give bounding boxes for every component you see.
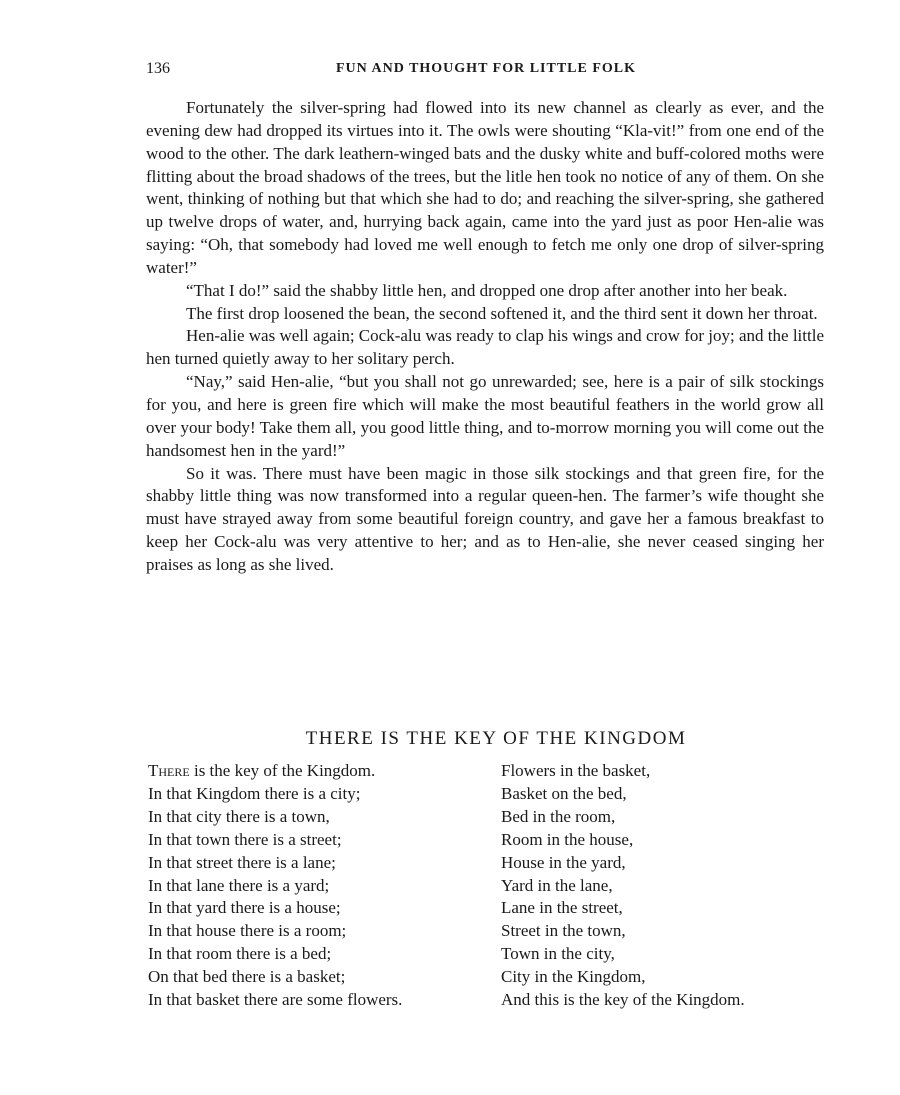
story-text — [146, 97, 824, 577]
poem-first-word: There — [148, 761, 190, 780]
poem-line: In that yard there is a house; — [148, 898, 341, 918]
paragraph: So it was. There must have been magic in those silk stockings and that green fire, for the shabby little thing was now transformed into a regular queen-hen. The farmer’s wife thought she must have strayed away from some beautiful foreign country, and gave her a famous breakfast to keep her Cock-alu was very attentive to her; and as to Hen-alie, she never ceased singing her praises as long as she lived. — [146, 463, 824, 574]
poem-line: In that Kingdom there is a city; — [148, 783, 361, 803]
poem-title: THERE IS THE KEY OF THE KINGDOM — [305, 728, 687, 749]
poem-line: Yard in the lane, — [501, 875, 613, 895]
page-number: 136 — [146, 60, 170, 77]
poem-line: In that room there is a bed; — [148, 944, 332, 964]
poem-line: Town in the city, — [501, 944, 615, 964]
poem-first-line-rest: is the key of the Kingdom. — [189, 761, 376, 780]
poem-line: Room in the house, — [501, 829, 634, 849]
poem-line: And this is the key of the Kingdom. — [501, 990, 745, 1010]
poem-line: City in the Kingdom, — [501, 967, 646, 987]
paragraph: The first drop loosened the bean, the second softened it, and the third sent it down her throat. — [186, 303, 818, 323]
running-title: FUN AND THOUGHT FOR LITTLE FOLK — [335, 61, 637, 76]
poem-line: In that city there is a town, — [148, 806, 330, 826]
paragraph: Hen-alie was well again; Cock-alu was ready to clap his wings and crow for joy; and the little hen turned quietly away to her solitary perch. — [146, 326, 824, 369]
poem-line: In that street there is a lane; — [148, 852, 336, 872]
poem-line: In that house there is a room; — [148, 921, 347, 941]
poem-line: House in the yard, — [501, 852, 626, 872]
poem-left-column — [148, 760, 402, 1012]
poem-line: Lane in the street, — [501, 898, 623, 918]
poem-line: In that lane there is a yard; — [148, 875, 330, 895]
poem-line: Street in the town, — [501, 921, 626, 941]
page-header — [146, 60, 826, 84]
poem-line: In that town there is a street; — [148, 829, 342, 849]
paragraph: Fortunately the silver-spring had flowed into its new channel as clearly as ever, and the evening dew had dropped its virtues into it. The owls were shouting “Kla-vit!” from one end of the wood to the other. The dark leathern-winged bats and the dusky white and buff-colored moths were flitting about the broad shadows of the trees, but the litle hen took no notice of any of them. On she went, thinking of nothing but that which she had to do; and reaching the silver-spring, she gathered up twelve drops of water, and, hurrying back again, came into the yard just as poor Hen-alie was saying: “Oh, that somebody had loved me well enough to fetch me only one drop of silver-spring water!” — [146, 98, 824, 277]
poem-line: Basket on the bed, — [501, 783, 627, 803]
poem-line: In that basket there are some flowers. — [148, 990, 403, 1010]
poem-line: Bed in the room, — [501, 806, 616, 826]
paragraph: “Nay,” said Hen-alie, “but you shall not go unrewarded; see, here is a pair of silk stockings for you, and here is green fire which will make the most beautiful feathers in the world grow all over your body! Take them all, you good little thing, and to-morrow morning you will come out the handsomest hen in the yard!” — [146, 372, 824, 460]
poem-line — [148, 760, 402, 783]
poem-line: On that bed there is a basket; — [148, 967, 346, 987]
poem-right-column — [501, 760, 745, 1012]
poem-line: Flowers in the basket, — [501, 761, 651, 780]
paragraph: “That I do!” said the shabby little hen, and dropped one drop after another into her beak. — [186, 280, 788, 300]
